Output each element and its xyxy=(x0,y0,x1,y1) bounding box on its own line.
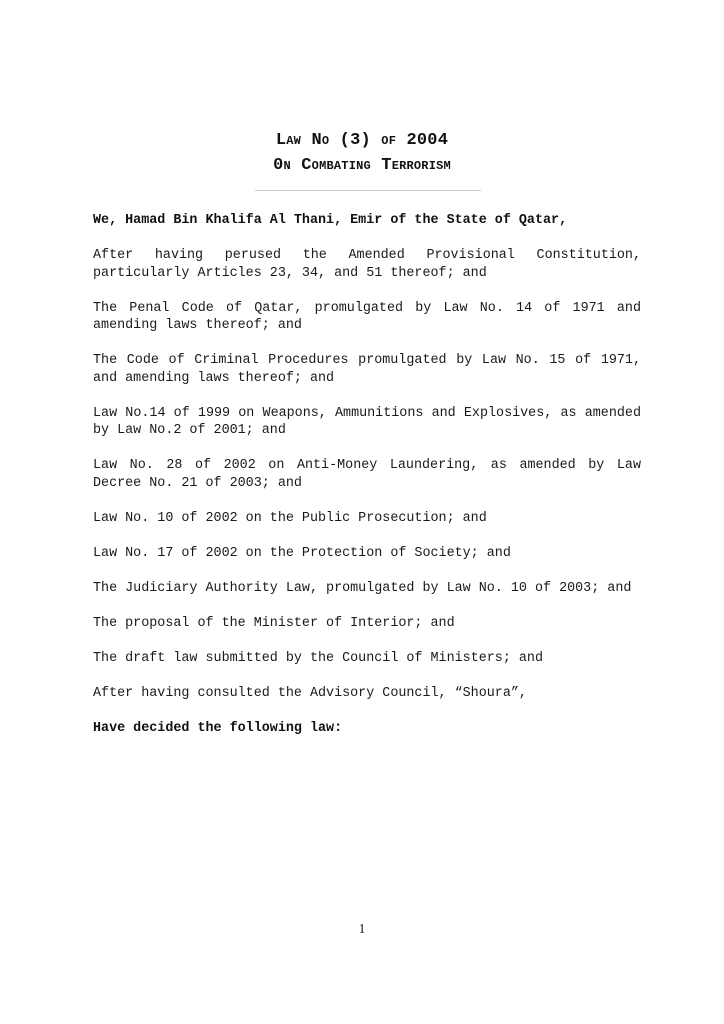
recital-criminal-procedures: The Code of Criminal Procedures promulgated by Law No. 15 of 1971, and amending laws thereof; and xyxy=(93,353,641,386)
title-line-subject: 0n Combating Terrorism xyxy=(273,156,451,175)
document-title xyxy=(0,128,724,178)
recital-judiciary-authority: The Judiciary Authority Law, promulgated by Law No. 10 of 2003; and xyxy=(93,580,632,596)
recital-public-prosecution: Law No. 10 of 2002 on the Public Prosecution; and xyxy=(93,510,487,526)
title-line-law-number: Law No (3) of 2004 xyxy=(275,131,449,150)
recital-constitution: After having perused the Amended Provisional Constitution, particularly Articles 23, 34, and 51 thereof; and xyxy=(93,248,641,281)
recital-council-draft: The draft law submitted by the Council of Ministers; and xyxy=(93,650,543,666)
recital-weapons-law: Law No.14 of 1999 on Weapons, Ammunitions and Explosives, as amended by Law No.2 of 2001; and xyxy=(93,405,641,438)
decision-statement: Have decided the following law: xyxy=(93,720,343,736)
recital-minister-proposal: The proposal of the Minister of Interior; and xyxy=(93,615,455,631)
document-body xyxy=(93,212,641,755)
preamble: We, Hamad Bin Khalifa Al Thani, Emir of the State of Qatar, xyxy=(93,213,568,228)
recital-protection-of-society: Law No. 17 of 2002 on the Protection of Society; and xyxy=(93,545,511,561)
recital-advisory-council: After having consulted the Advisory Council, “Shoura”, xyxy=(93,685,527,701)
page-number: 1 xyxy=(358,922,366,937)
recital-anti-money-laundering: Law No. 28 of 2002 on Anti-Money Laundering, as amended by Law Decree No. 21 of 2003; and xyxy=(93,458,641,491)
title-divider xyxy=(255,190,481,191)
recital-penal-code: The Penal Code of Qatar, promulgated by Law No. 14 of 1971 and amending laws thereof; and xyxy=(93,300,641,333)
